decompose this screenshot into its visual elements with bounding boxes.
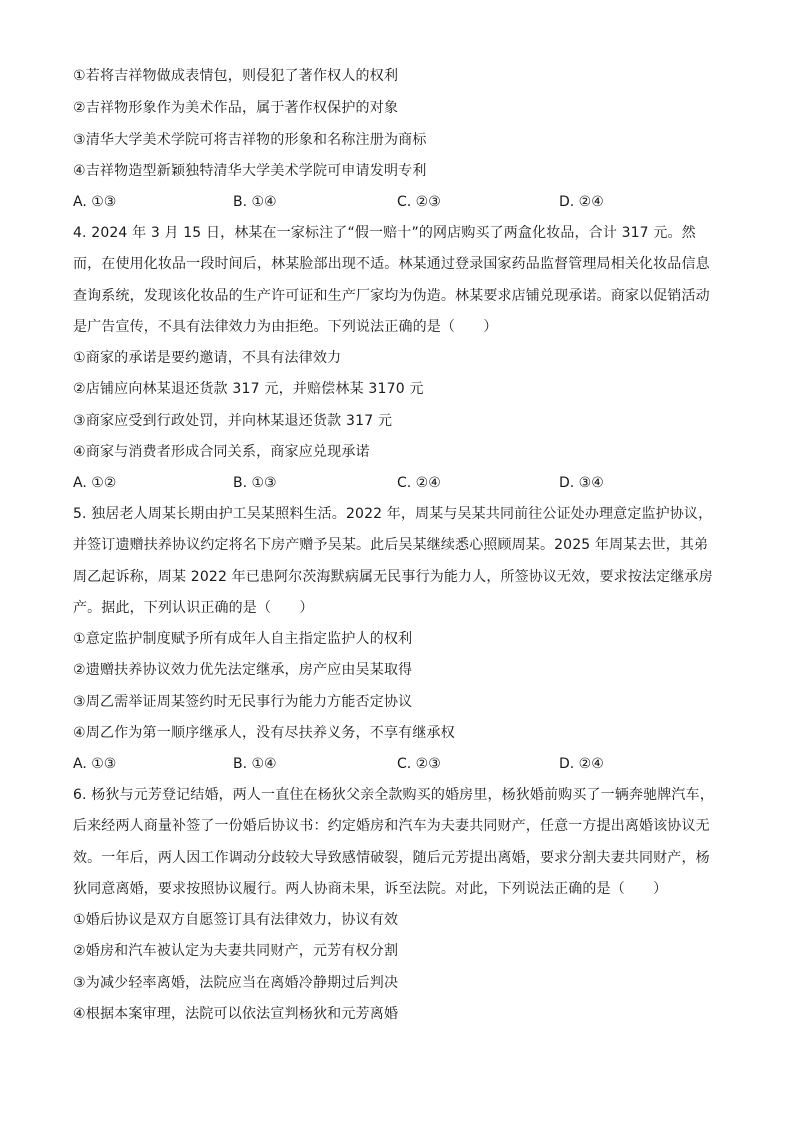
q4-statement-3: ③商家应受到行政处罚，并向林某退还货款 317 元: [73, 413, 393, 429]
q5-statement-4: ④周乙作为第一顺序继承人，没有尽扶养义务，不享有继承权: [73, 725, 455, 741]
q3-statement-2: ②吉祥物形象作为美术作品，属于著作权保护的对象: [73, 100, 399, 116]
q3-option-a: A. ①③: [73, 194, 117, 210]
q6-stem: 6. 杨狄与元芳登记结婚，两人一直住在杨狄父亲全款购买的婚房里，杨狄婚前购买了一辆奔驰牌汽车，后来经两人商量补签了一份婚后协议书：约定婚房和汽车为夫妻共同财产，任意一方提出离婚该协议无效。一年后，两人因工作调动分歧较大导致感情破裂，随后元芳提出离婚，要求分割夫妻共同财产，杨狄同意离婚，要求按照协议履行。两人协商未果，诉至法院。对此，下列说法正确的是（ ）: [73, 787, 714, 898]
q5-option-d: D. ②④: [559, 756, 604, 772]
q5-statement-1: ①意定监护制度赋予所有成年人自主指定监护人的权利: [73, 631, 413, 647]
q4-statement-4: ④商家与消费者形成合同关系，商家应兑现承诺: [73, 444, 370, 460]
q3-statement-3: ③清华大学美术学院可将吉祥物的形象和名称注册为商标: [73, 132, 427, 148]
q4-option-c: C. ②④: [397, 475, 441, 491]
q6-statement-3: ③为减少轻率离婚，法院应当在离婚冷静期过后判决: [73, 975, 399, 991]
q3-option-b: B. ①④: [233, 194, 277, 210]
q5-option-c: C. ②③: [397, 756, 441, 772]
q5-stem: 5. 独居老人周某长期由护工吴某照料生活。2022 年，周某与吴某共同前往公证处办理意定监护协议，并签订遗赠扶养协议约定将名下房产赠予吴某。此后吴某继续悉心照顾周某。2025 年周某去世，其弟周乙起诉称，周某 2022 年已患阿尔茨海默病属无民事行为能力人，所签协议无效，要求按法定继承房产。据此，下列认识正确的是（ ）: [73, 506, 713, 617]
q5-option-b: B. ①④: [233, 756, 277, 772]
q6-statement-2: ②婚房和汽车被认定为夫妻共同财产，元芳有权分割: [73, 943, 399, 959]
q3-option-d: D. ②④: [559, 194, 604, 210]
q3-option-c: C. ②③: [397, 194, 441, 210]
q4-option-d: D. ③④: [559, 475, 604, 491]
q5-option-a: A. ①③: [73, 756, 117, 772]
q3-statement-1: ①若将吉祥物做成表情包，则侵犯了著作权人的权利: [73, 68, 399, 84]
q4-statement-1: ①商家的承诺是要约邀请，不具有法律效力: [73, 350, 342, 366]
q3-statement-4: ④吉祥物造型新颖独特清华大学美术学院可申请发明专利: [73, 163, 427, 179]
q4-stem: 4. 2024 年 3 月 15 日，林某在一家标注了“假一赔十”的网店购买了两盒化妆品，合计 317 元。然而，在使用化妆品一段时间后，林某脸部出现不适。林某通过登录国家药品监督管理局相关化妆品信息查询系统，发现该化妆品的生产许可证和生产厂家均为伪造。林某要求店铺兑现承诺。商家以促销活动是广告宣传，不具有法律效力为由拒绝。下列说法正确的是（ ）: [73, 225, 710, 336]
q5-statement-2: ②遗赠扶养协议效力优先法定继承，房产应由吴某取得: [73, 662, 413, 678]
q4-option-b: B. ①③: [233, 475, 277, 491]
q6-statement-4: ④根据本案审理，法院可以依法宣判杨狄和元芳离婚: [73, 1006, 399, 1022]
q6-statement-1: ①婚后协议是双方自愿签订具有法律效力，协议有效: [73, 912, 399, 928]
q4-statement-2: ②店铺应向林某退还货款 317 元，并赔偿林某 3170 元: [73, 381, 424, 397]
q4-option-a: A. ①②: [73, 475, 117, 491]
q5-statement-3: ③周乙需举证周某签约时无民事行为能力方能否定协议: [73, 694, 413, 710]
